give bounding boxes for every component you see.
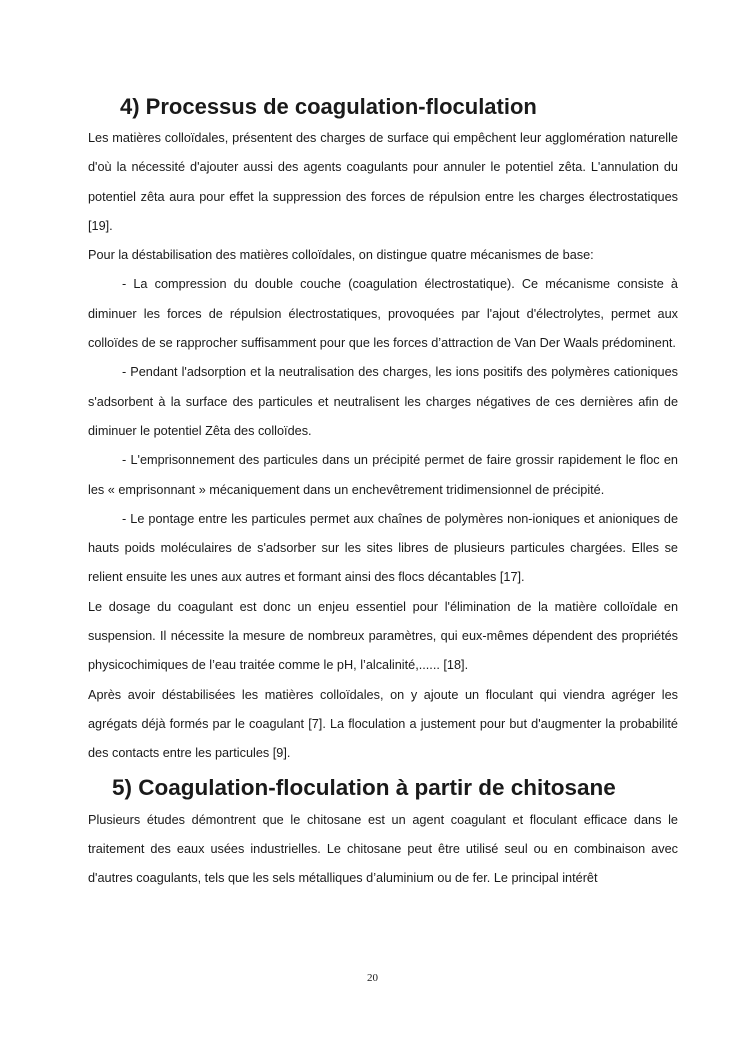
mechanism-item: - La compression du double couche (coagulation électrostatique). Ce mécanisme consiste à diminuer les forces de répulsion électrostatiques, provoquées par l'ajout d'électrolytes, permet aux colloïdes de se rapprocher suffisamment pour que les forces d’attraction de Van Der Waals prédominent. — [88, 277, 678, 351]
page-number: 20 — [367, 972, 378, 984]
paragraph: Pour la déstabilisation des matières colloïdales, on distingue quatre mécanismes de base: — [88, 248, 594, 263]
mechanism-item: - L'emprisonnement des particules dans un précipité permet de faire grossir rapidement le floc en les « emprisonnant » mécaniquement dans un enchevêtrement tridimensionnel de précipité. — [88, 453, 678, 497]
paragraph: Après avoir déstabilisées les matières colloïdales, on y ajoute un floculant qui viendra agréger les agrégats déjà formés par le coagulant [7]. La floculation a justement pour but d'augmenter la probabilité des contacts entre les particules [9]. — [88, 687, 678, 761]
document-page — [88, 92, 678, 893]
paragraph: Le dosage du coagulant est donc un enjeu essentiel pour l'élimination de la matière colloïdale en suspension. Il nécessite la mesure de nombreux paramètres, qui eux-mêmes dépendent des propriétés physicochimiques de l’eau traitée comme le pH, l’alcalinité,...... [18]. — [88, 599, 678, 673]
section-5-heading: 5) Coagulation-floculation à partir de chitosane — [112, 774, 616, 800]
mechanism-item: - Pendant l'adsorption et la neutralisation des charges, les ions positifs des polymères cationiques s'adsorbent à la surface des particules et neutralisent les charges négatives de ces dernières afin de diminuer le potentiel Zêta des colloïdes. — [88, 365, 678, 438]
paragraph: Plusieurs études démontrent que le chitosane est un agent coagulant et floculant efficace dans le traitement des eaux usées industrielles. Le chitosane peut être utilisé seul ou en combinaison avec d'autres coagulants, tels que les sels métalliques d’aluminium ou de fer. Le principal intérêt — [88, 812, 678, 886]
section-4-heading: 4) Processus de coagulation-floculation — [120, 94, 537, 119]
paragraph: Les matières colloïdales, présentent des charges de surface qui empêchent leur agglomération naturelle d'où la nécessité d'ajouter aussi des agents coagulants pour annuler le potentiel zêta. L'annulation du potentiel zêta aura pour effet la suppression des forces de répulsion entre les charges électrostatiques [19]. — [88, 131, 678, 233]
mechanism-item: - Le pontage entre les particules permet aux chaînes de polymères non-ioniques et anioniques de hauts poids moléculaires de s'adsorber sur les sites libres de plusieurs particules chargées. Elles se relient ensuite les unes aux autres et formant ainsi des flocs décantables [17]. — [88, 511, 678, 585]
